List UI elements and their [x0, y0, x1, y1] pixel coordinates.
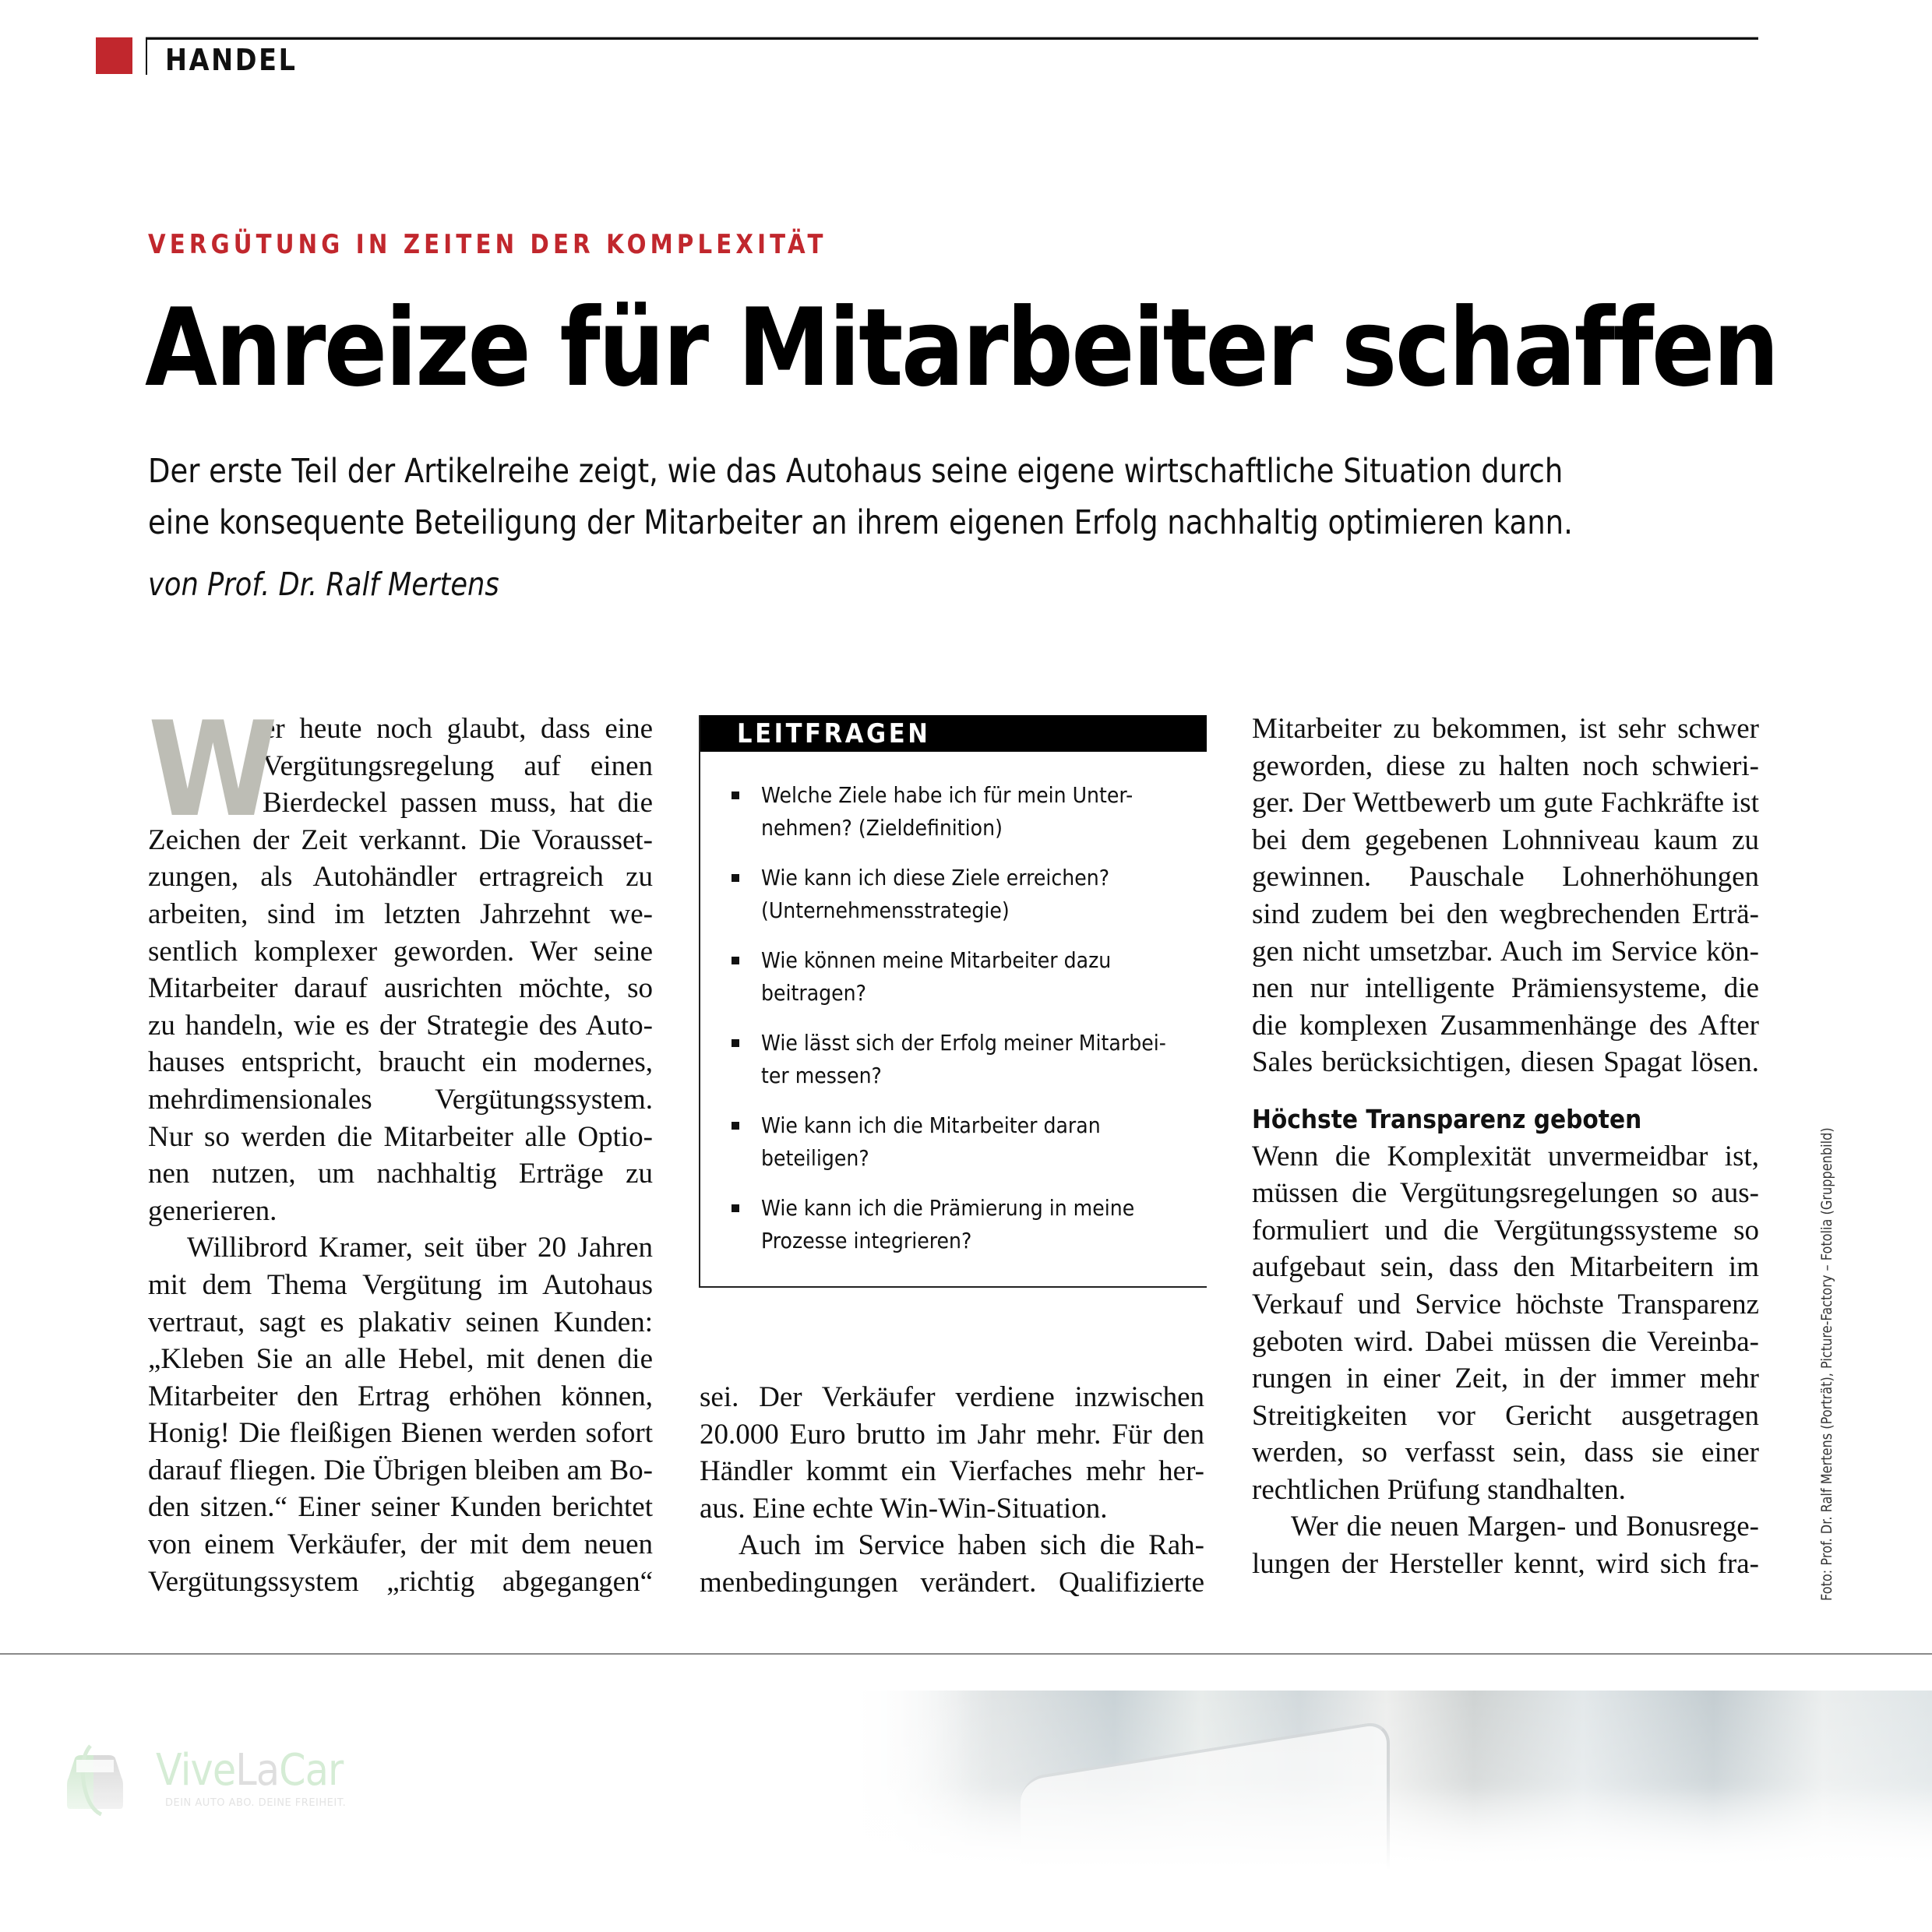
infobox-item [732, 1109, 1191, 1175]
body-line: Sales berücksichtigen, diesen Spagat lösen. [1252, 1046, 1759, 1079]
body-line: lungen der Hersteller kennt, wird sich fra- [1252, 1548, 1759, 1581]
body-line: Mitarbeiter darauf ausrichten möchte, so [148, 972, 653, 1005]
deck-line: eine konsequente Beteiligung der Mitarbeiter an ihrem eigenen Erfolg nachhaltig optimieren kann. [148, 503, 1573, 542]
body-line: sentlich komplexer geworden. Wer seine [148, 935, 653, 968]
square-bullet-icon [732, 1122, 739, 1130]
square-bullet-icon [732, 1039, 739, 1047]
body-line: Bierdeckel passen muss, hat die [263, 787, 653, 820]
body-line: mehrdimensionales Vergütungssystem. [148, 1083, 653, 1116]
body-line: rechtlichen Prüfung standhalten. [1252, 1473, 1626, 1506]
body-line: gen nicht umsetzbar. Auch im Service kön- [1252, 935, 1759, 968]
body-line: Willibrord Kramer, seit über 20 Jahren [187, 1232, 653, 1264]
body-line: Zeichen der Zeit verkannt. Die Vorausset- [148, 823, 653, 856]
header-rule [146, 37, 1758, 40]
body-line: aufgebaut sein, dass den Mitarbeitern im [1252, 1251, 1759, 1284]
square-bullet-icon [732, 791, 739, 799]
body-line: vertraut, sagt es plakativ seinen Kunden: [148, 1306, 653, 1338]
body-line: Vergütungsregelung auf einen [263, 749, 653, 782]
section-color-marker [96, 37, 132, 74]
watermark-logo [47, 1741, 374, 1827]
body-line: Verkauf und Service höchste Transparenz [1252, 1288, 1759, 1320]
body-line: gewinnen. Pauschale Lohnerhöhungen [1252, 861, 1759, 894]
body-column-1 [148, 693, 653, 1600]
infobox-item-line: Wie lässt sich der Erfolg meiner Mitarbei- [761, 1030, 1166, 1056]
body-line: geboten wird. Dabei müssen die Vereinba- [1252, 1325, 1759, 1358]
teaser-photo [841, 1690, 1932, 1870]
infobox-item-line: Wie können meine Mitarbeiter dazu [761, 947, 1112, 973]
infobox-item [732, 944, 1191, 1010]
watermark-tagline: DEIN AUTO ABO. DEINE FREIHEIT. [165, 1797, 347, 1809]
body-line: menbedingungen verändert. Qualifizierte [700, 1566, 1204, 1599]
infobox-item-line: (Unternehmensstrategie) [761, 897, 1010, 923]
watermark-brand-part: Car [279, 1745, 344, 1796]
header-vertical-rule [146, 37, 147, 75]
body-line: Mitarbeiter den Ertrag erhöhen können, [148, 1380, 653, 1412]
infobox-item [732, 862, 1191, 927]
body-line: sei. Der Verkäufer verdiene inzwischen [700, 1381, 1204, 1413]
body-line: 20.000 Euro brutto im Jahr mehr. Für den [700, 1418, 1204, 1451]
infobox-item-line: Wie kann ich diese Ziele erreichen? [761, 865, 1110, 890]
section-subheading: Höchste Transparenz geboten [1252, 1103, 1642, 1134]
body-column-3 [1252, 710, 1759, 1583]
article-title: Anreize für Mitarbeiter schaffen [145, 285, 1778, 411]
body-line: nen nutzen, um nachhaltig Erträge zu [148, 1158, 653, 1190]
body-line: Auch im Service haben sich die Rah- [739, 1529, 1204, 1562]
body-line: darauf fliegen. Die Übrigen bleiben am Bo- [148, 1454, 653, 1486]
watermark-brand-part: La [235, 1745, 280, 1796]
infobox-item-line: nehmen? (Zieldefinition) [761, 815, 1003, 841]
body-line: generieren. [148, 1194, 277, 1227]
body-line: mit dem Thema Vergütung im Autohaus [148, 1268, 653, 1301]
drop-cap: W [148, 693, 278, 846]
square-bullet-icon [732, 874, 739, 882]
infobox-item [732, 1027, 1191, 1092]
body-line: Honig! Die fleißigen Bienen werden sofort [148, 1417, 653, 1450]
car-logo-icon [64, 1743, 126, 1817]
infobox-item-line: Welche Ziele habe ich für mein Unter- [761, 782, 1133, 808]
infobox-header [700, 715, 1207, 752]
body-line: ger. Der Wettbewerb um gute Fachkräfte ist [1252, 787, 1759, 820]
body-line: zu handeln, wie es der Strategie des Auto- [148, 1009, 653, 1042]
infobox-item-line: Wie kann ich die Prämierung in meine [761, 1195, 1135, 1221]
body-line: Nur so werden die Mitarbeiter alle Optio- [148, 1120, 653, 1153]
square-bullet-icon [732, 1204, 739, 1212]
watermark-brand [156, 1747, 343, 1794]
body-line: werden, so verfasst sein, dass sie einer [1252, 1437, 1759, 1469]
photo-fade-overlay [841, 1690, 1932, 1870]
infobox-item-line: Prozesse integrieren? [761, 1228, 972, 1253]
body-line: Händler kommt ein Vierfaches mehr her- [700, 1455, 1204, 1488]
article-byline: von Prof. Dr. Ralf Mertens [148, 566, 499, 603]
body-line: Vergütungssystem „richtig abgegangen“ [148, 1565, 653, 1598]
body-line: Wenn die Komplexität unvermeidbar ist, [1252, 1140, 1759, 1172]
square-bullet-icon [732, 957, 739, 964]
body-line: den sitzen.“ Einer seiner Kunden berichtet [148, 1491, 653, 1524]
infobox-leitfragen [699, 715, 1207, 1288]
body-line: geworden, diese zu halten noch schwieri- [1252, 749, 1759, 782]
body-line: rungen in einer Zeit, in der immer mehr [1252, 1363, 1759, 1395]
section-label: HANDEL [165, 43, 298, 77]
body-line: hauses entspricht, braucht ein modernes, [148, 1046, 653, 1079]
body-line: er heute noch glaubt, dass eine [263, 713, 653, 745]
body-line: zungen, als Autohändler ertragreich zu [148, 861, 653, 894]
body-line: aus. Eine echte Win-Win-Situation. [700, 1492, 1108, 1525]
body-line: Mitarbeiter zu bekommen, ist sehr schwer [1252, 713, 1759, 745]
body-line: von einem Verkäufer, der mit dem neuen [148, 1528, 653, 1561]
photo-credit: Foto: Prof. Dr. Ralf Mertens (Porträt), Picture-Factory – Fotolia (Gruppenbild) [1818, 1127, 1835, 1601]
infobox-item [732, 1192, 1191, 1257]
body-line: sind zudem bei den wegbrechenden Erträ- [1252, 897, 1759, 930]
body-line: müssen die Vergütungsregelungen so aus- [1252, 1177, 1759, 1210]
bottom-rule [0, 1653, 1932, 1655]
infobox-item-line: beitragen? [761, 980, 867, 1006]
infobox-item [732, 779, 1191, 844]
body-line: arbeiten, sind im letzten Jahrzehnt we- [148, 897, 653, 930]
deck-line: Der erste Teil der Artikelreihe zeigt, wie das Autohaus seine eigene wirtschaftliche Situation durch [148, 452, 1564, 491]
article-kicker: VERGÜTUNG IN ZEITEN DER KOMPLEXITÄT [148, 229, 827, 260]
body-line: Streitigkeiten vor Gericht ausgetragen [1252, 1399, 1759, 1432]
infobox-title: LEITFRAGEN [737, 718, 931, 749]
body-column-2 [700, 1379, 1204, 1602]
body-line: Wer die neuen Margen- und Bonusrege- [1291, 1511, 1759, 1543]
infobox-item-line: ter messen? [761, 1063, 882, 1088]
article-deck [148, 446, 1622, 548]
infobox-item-line: beteiligen? [761, 1145, 869, 1171]
infobox-list [732, 779, 1191, 1274]
infobox-item-line: Wie kann ich die Mitarbeiter daran [761, 1112, 1101, 1138]
body-line: formuliert und die Vergütungssysteme so [1252, 1214, 1759, 1246]
body-line: nen nur intelligente Prämiensysteme, die [1252, 972, 1759, 1005]
watermark-brand-part: Vive [156, 1745, 236, 1796]
body-line: die komplexen Zusammenhänge des After [1252, 1009, 1759, 1042]
body-line: „Kleben Sie an alle Hebel, mit denen die [148, 1343, 653, 1376]
body-line: bei dem gegebenen Lohnniveau kaum zu [1252, 823, 1759, 856]
